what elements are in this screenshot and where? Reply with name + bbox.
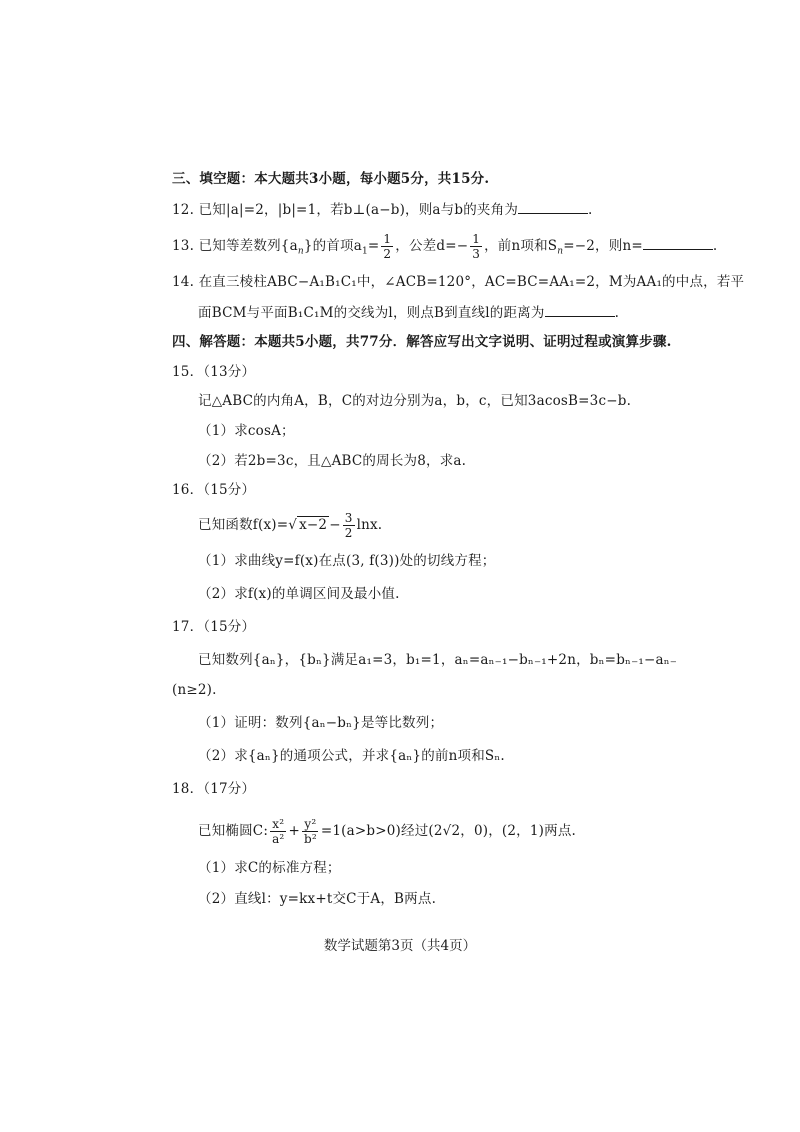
q16-stem-b: − [329,517,341,533]
q13-d-den: 3 [472,247,481,261]
q17-line1: 已知数列{aₙ}，{bₙ}满足a₁=3，b₁=1，aₙ=aₙ₋₁−bₙ₋₁+2n，bₙ=bₙ₋₁−aₙ₋ [198,652,678,668]
q13-a1-num: 1 [383,232,392,246]
q18-fraction-x [270,817,286,846]
q13-number: 13. [172,238,195,254]
q12-end: . [588,202,593,218]
q14-end: . [614,305,620,321]
q13-text-d: ，公差d=− [395,238,469,254]
q13-text-c: = [367,238,380,254]
q16-frac-den: 2 [344,526,353,540]
question-14-line1 [172,272,744,292]
section3-heading: 三、填空题：本大题共3小题，每小题5分，共15分. [172,171,490,187]
q13-text-b: }的首项a [303,238,362,254]
q16-part2: （2）求f(x)的单调区间及最小值. [198,586,400,602]
question-14-line2 [198,302,619,323]
q17-part2: （2）求{aₙ}的通项公式，并求{aₙ}的前n项和Sₙ. [198,748,505,764]
q15-stem: 记△ABC的内角A，B，C的对边分别为a，b，c，已知3acosB=3c−b. [198,393,632,409]
q13-d-fraction [470,232,482,261]
page-footer: 数学试题第3页（共4页） [323,938,477,954]
q14-answer-blank [545,302,615,317]
question-12 [172,199,593,220]
q13-end: . [712,238,718,254]
q18-part1: （1）求C的标准方程； [198,860,341,876]
q16-sqrt-body: x−2 [299,517,328,533]
q18-fraction-y [302,817,319,846]
q18-f1-num: x² [272,817,285,831]
q18-stem [198,817,576,846]
q18-f1-den: a² [272,832,285,846]
q18-number: 18．（17分） [172,781,256,797]
q12-number: 12. [172,202,195,218]
q13-text-f: =−2，则n= [563,238,643,254]
q13-a1-fraction [381,232,393,261]
q15-number: 15．（13分） [172,364,256,380]
q14-line1: 在直三棱柱ABC−A₁B₁C₁中，∠ACB=120°，AC=BC=AA₁=2，M为AA₁的中点，若平 [198,274,745,290]
q18-stem-b: =1(a>b>0)经过(2√2，0)，(2，1)两点. [320,823,577,839]
q18-f2-num: y² [304,817,317,831]
q16-fraction [343,511,355,540]
q16-part1: （1）求曲线y=f(x)在点(3, f(3))处的切线方程； [198,553,496,569]
q13-text-e: ，前n项和S [484,238,558,254]
section4-heading: 四、解答题：本题共5小题，共77分．解答应写出文字说明、证明过程或演算步骤. [172,334,672,350]
q16-stem-a: 已知函数f(x)= [198,517,289,533]
q13-d-num: 1 [472,232,481,246]
q13-a1-den: 2 [383,247,392,261]
q14-line2: 面BCM与平面B₁C₁M的交线为l，则点B到直线l的距离为 [198,305,545,321]
q12-answer-blank [518,199,588,214]
question-13: 13. 已知等差数列$\{a_n\}$的首项$a_1=$ $\frac{1}{2}$ ，公差d=− $\frac{1}{3}$ ，前n项和$S_n=-2$，则n= . [172,232,718,261]
q13-answer-blank [643,235,713,250]
q18-stem-a: 已知椭圆C: [198,823,269,839]
q15-part2: （2）若2b=3c，且△ABC的周长为8，求a. [198,453,467,469]
q13-text-a: 已知等差数列{a [198,238,298,254]
q17-part1: （1）证明：数列{aₙ−bₙ}是等比数列； [198,715,444,731]
q12-text: 已知|a|=2，|b|=1，若b⊥(a−b)，则a与b的夹角为 [198,202,519,218]
q16-number: 16．（15分） [172,482,256,498]
q14-number: 14. [172,274,195,290]
q15-part1: （1）求cosA； [198,423,295,439]
q18-part2: （2）直线l：y=kx+t交C于A，B两点. [198,891,437,907]
q17-line2: (n≥2). [172,682,217,698]
q16-frac-num: 3 [344,511,353,525]
q17-number: 17．（15分） [172,619,256,635]
q16-stem-c: lnx. [356,517,383,533]
q18-f2-den: b² [303,832,317,846]
q18-plus: + [288,823,300,839]
q16-stem: 已知函数f(x)=√ x−2 − $\frac{3}{2}$ lnx. [198,511,383,540]
